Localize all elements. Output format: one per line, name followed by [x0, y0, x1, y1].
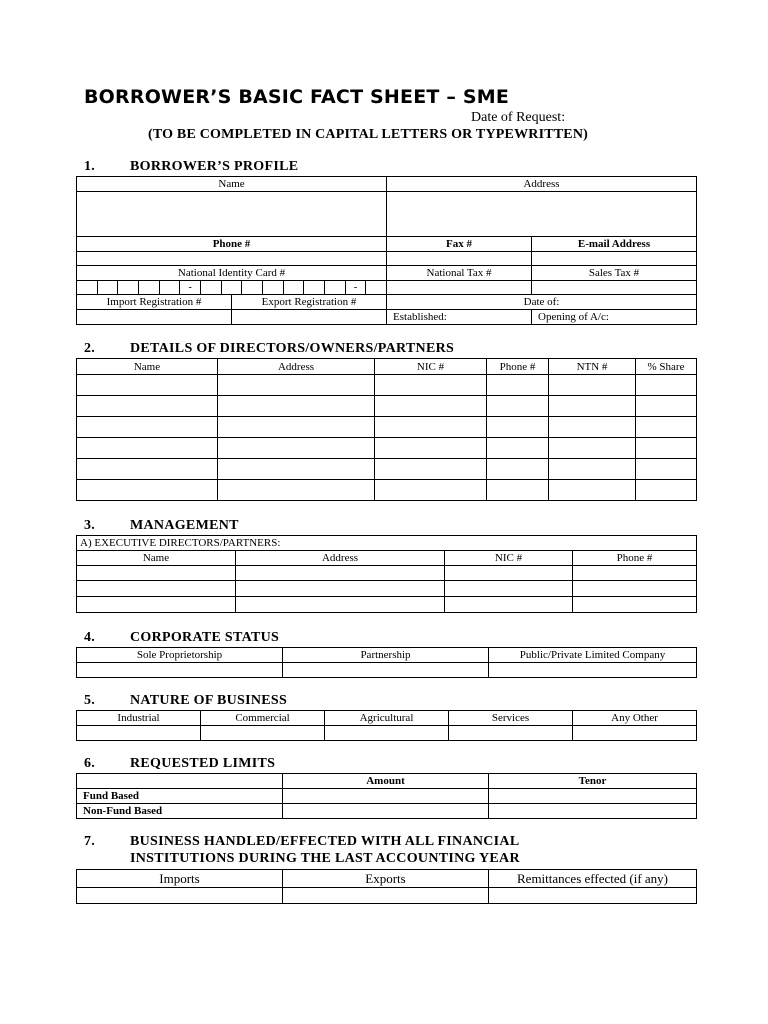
- table-row: [77, 726, 697, 741]
- col-sales-tax: Sales Tax #: [532, 266, 697, 281]
- section-4-heading: [84, 630, 279, 646]
- section-2-heading: [84, 341, 454, 357]
- table-row: [77, 597, 697, 613]
- col-ntn: National Tax #: [387, 266, 532, 281]
- table-row: [77, 804, 697, 819]
- table-row: [77, 459, 697, 480]
- table-row: [77, 789, 697, 804]
- established-field[interactable]: Established:: [387, 310, 532, 325]
- section-label: DETAILS OF DIRECTORS/OWNERS/PARTNERS: [130, 341, 455, 356]
- col-address: Address: [236, 551, 445, 566]
- col-remittances: Remittances effected (if any): [489, 870, 697, 888]
- nature-of-business-table: [76, 710, 697, 741]
- nic-dash: -: [180, 281, 201, 294]
- executive-directors-label: A) EXECUTIVE DIRECTORS/PARTNERS:: [77, 536, 697, 551]
- col-phone: Phone #: [77, 237, 387, 252]
- fund-tenor-field[interactable]: [489, 789, 697, 804]
- col-amount: Amount: [283, 774, 489, 789]
- col-partnership: Partnership: [283, 648, 489, 663]
- table-row: [77, 581, 697, 597]
- name-field[interactable]: [77, 192, 387, 237]
- nic-dash: -: [346, 281, 367, 294]
- section-1-heading: [84, 159, 298, 175]
- ntn-field[interactable]: [387, 281, 532, 295]
- col-date-of: Date of:: [387, 295, 697, 310]
- management-table: [76, 535, 697, 613]
- col-exports: Exports: [283, 870, 489, 888]
- col-name: Name: [77, 359, 218, 375]
- section-5-heading: [84, 693, 287, 709]
- section-label: NATURE OF BUSINESS: [130, 693, 288, 708]
- col-tenor: Tenor: [489, 774, 697, 789]
- section-label: BORROWER’S PROFILE: [130, 159, 299, 174]
- col-imports: Imports: [77, 870, 283, 888]
- fund-based-label: Fund Based: [77, 789, 283, 804]
- export-reg-field[interactable]: [232, 310, 387, 325]
- directors-table: [76, 358, 697, 501]
- date-of-request-label: Date of Request:: [471, 110, 566, 125]
- section-number: 7.: [84, 834, 96, 849]
- col-phone: Phone #: [487, 359, 549, 375]
- section-number: 1.: [84, 159, 96, 174]
- nic-field[interactable]: [77, 281, 387, 295]
- col-industrial: Industrial: [77, 711, 201, 726]
- phone-field[interactable]: [77, 252, 387, 266]
- section-label: MANAGEMENT: [130, 518, 239, 533]
- address-field[interactable]: [387, 192, 697, 237]
- col-commercial: Commercial: [201, 711, 325, 726]
- col-email: E-mail Address: [532, 237, 697, 252]
- opening-field[interactable]: Opening of A/c:: [532, 310, 697, 325]
- col-nic: NIC #: [375, 359, 487, 375]
- col-share: % Share: [636, 359, 697, 375]
- page-title: BORROWER’S BASIC FACT SHEET – SME: [84, 86, 510, 108]
- col-services: Services: [449, 711, 573, 726]
- table-row: [77, 888, 697, 904]
- table-row: [77, 663, 697, 678]
- col-name: Name: [77, 177, 387, 192]
- col-export-reg: Export Registration #: [232, 295, 387, 310]
- requested-limits-table: [76, 773, 697, 819]
- table-row: [77, 417, 697, 438]
- col-any-other: Any Other: [573, 711, 697, 726]
- table-row: [77, 375, 697, 396]
- section-number: 5.: [84, 693, 96, 708]
- col-ntn: NTN #: [549, 359, 636, 375]
- borrower-profile-table: [76, 176, 697, 325]
- section-7-heading-line2: INSTITUTIONS DURING THE LAST ACCOUNTING YEAR: [130, 851, 520, 866]
- business-handled-table: [76, 869, 697, 904]
- sales-tax-field[interactable]: [532, 281, 697, 295]
- table-row: [77, 480, 697, 501]
- col-nic: NIC #: [445, 551, 573, 566]
- nic-boxes: [77, 281, 386, 294]
- nonfund-amount-field[interactable]: [283, 804, 489, 819]
- nonfund-tenor-field[interactable]: [489, 804, 697, 819]
- col-fax: Fax #: [387, 237, 532, 252]
- section-label: REQUESTED LIMITS: [130, 756, 276, 771]
- instruction-text: (TO BE COMPLETED IN CAPITAL LETTERS OR TYPEWRITTEN): [148, 127, 589, 142]
- section-7-heading: [84, 834, 519, 850]
- section-number: 6.: [84, 756, 96, 771]
- import-reg-field[interactable]: [77, 310, 232, 325]
- col-import-reg: Import Registration #: [77, 295, 232, 310]
- table-row: [77, 396, 697, 417]
- col-name: Name: [77, 551, 236, 566]
- table-row: [77, 566, 697, 581]
- section-label: CORPORATE STATUS: [130, 630, 280, 645]
- fax-field[interactable]: [387, 252, 532, 266]
- col-sole-proprietorship: Sole Proprietorship: [77, 648, 283, 663]
- col-limited-company: Public/Private Limited Company: [489, 648, 697, 663]
- col-phone: Phone #: [573, 551, 697, 566]
- col-address: Address: [218, 359, 375, 375]
- table-row: [77, 438, 697, 459]
- fund-amount-field[interactable]: [283, 789, 489, 804]
- col-nic: National Identity Card #: [77, 266, 387, 281]
- section-label: BUSINESS HANDLED/EFFECTED WITH ALL FINANCIAL: [130, 834, 520, 849]
- section-6-heading: [84, 756, 275, 772]
- non-fund-based-label: Non-Fund Based: [77, 804, 283, 819]
- email-field[interactable]: [532, 252, 697, 266]
- section-3-heading: [84, 518, 239, 534]
- section-number: 4.: [84, 630, 96, 645]
- col-address: Address: [387, 177, 697, 192]
- col-agricultural: Agricultural: [325, 711, 449, 726]
- section-number: 2.: [84, 341, 96, 356]
- section-number: 3.: [84, 518, 96, 533]
- corporate-status-table: [76, 647, 697, 678]
